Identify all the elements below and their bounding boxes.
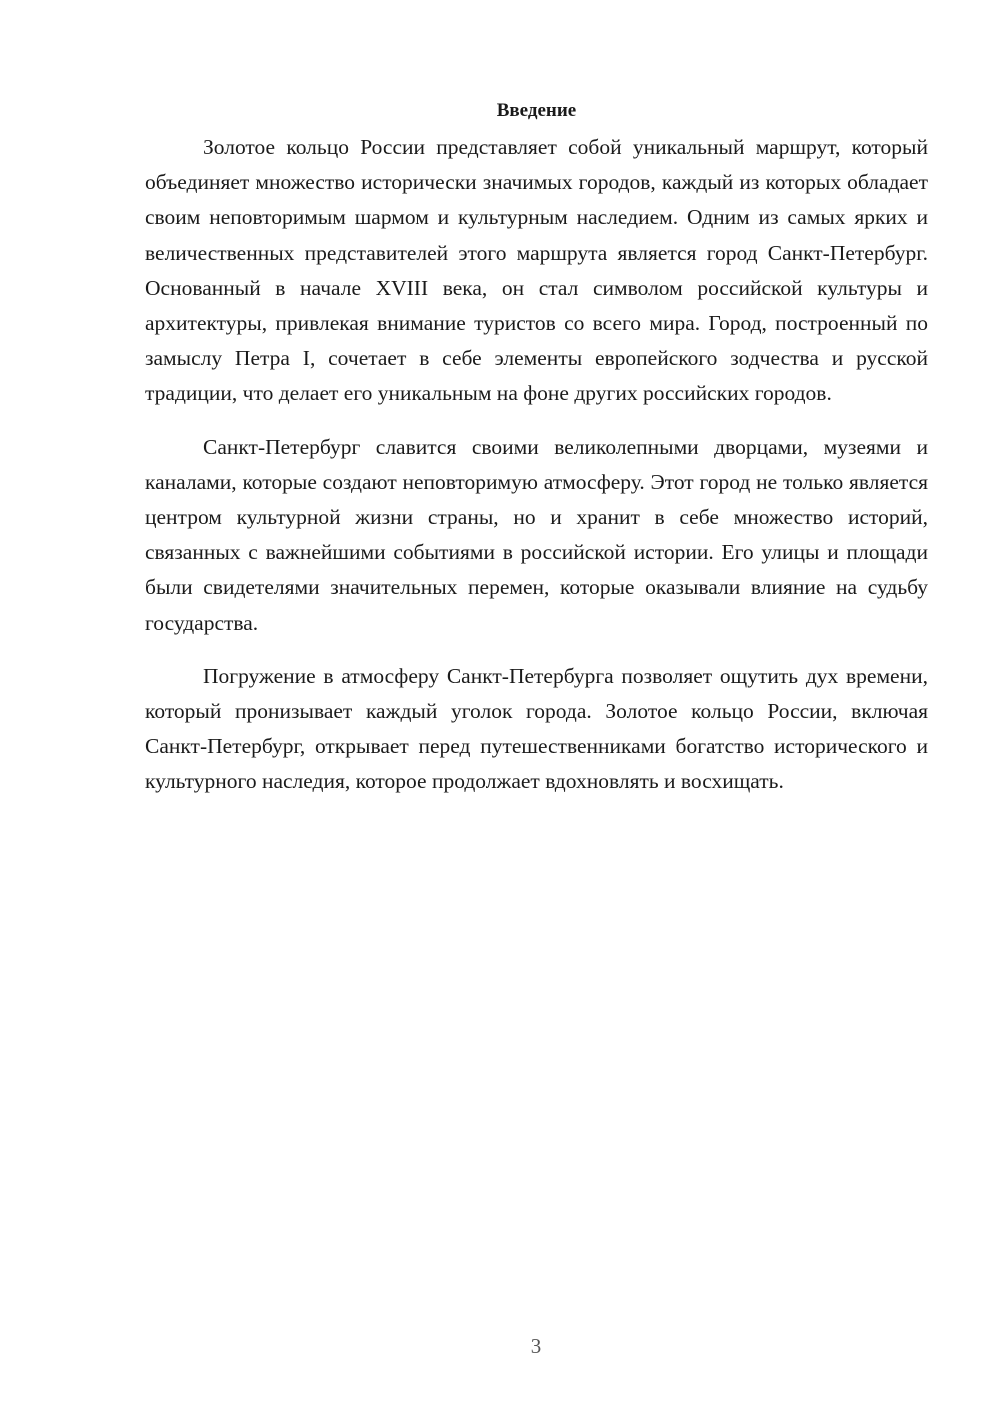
paragraph-1: Золотое кольцо России представляет собой уникальный маршрут, который объединяет множество исторически значимых городов, каждый из которых обладает своим неповторимым шармом и культурным наследием. Одним из самых ярких и величественных представителей этого маршрута является город Санкт-Петербург. Основанный в начале XVIII века, он стал символом российской культуры и архитектуры, привлекая внимание туристов со всего мира. Город, построенный по замыслу Петра I, сочетает в себе элементы европейского зодчества и русской традиции, что делает его уникальным на фоне других российских городов. [145, 135, 928, 406]
section-heading: Введение [496, 100, 577, 121]
paragraph-3: Погружение в атмосферу Санкт-Петербурга позволяет ощутить дух времени, который пронизывает каждый уголок города. Золотое кольцо России, включая Санкт-Петербург, открывает перед путешественниками богатство исторического и культурного наследия, которое продолжает вдохновлять и восхищать. [145, 663, 928, 794]
document-page [145, 96, 928, 818]
paragraph-2: Санкт-Петербург славится своими великолепными дворцами, музеями и каналами, которые создают неповторимую атмосферу. Этот город не только является центром культурной жизни страны, но и хранит в себе множество историй, связанных с важнейшими событиями в российской истории. Его улицы и площади были свидетелями значительных перемен, которые оказывали влияние на судьбу государства. [145, 434, 928, 635]
page-number: 3 [530, 1334, 542, 1358]
